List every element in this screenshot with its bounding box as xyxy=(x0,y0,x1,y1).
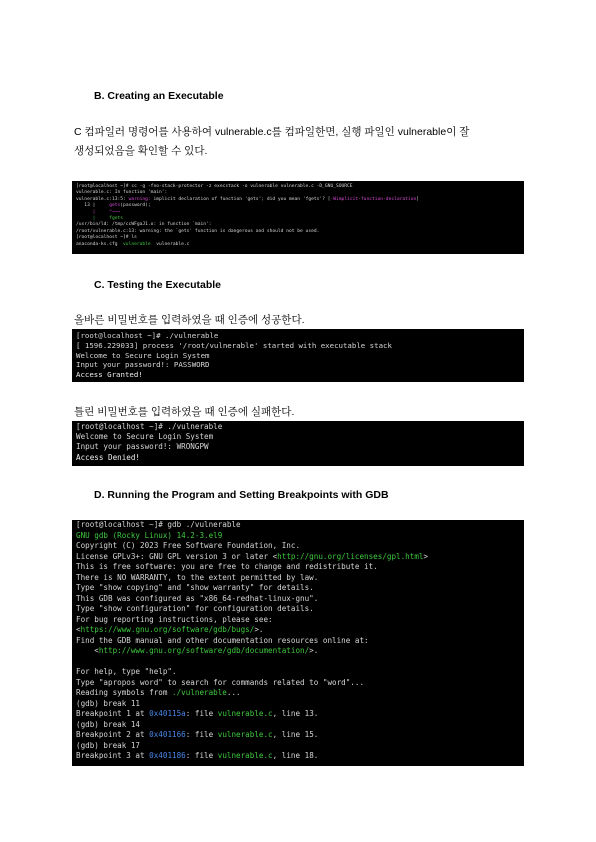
terminal-line: Copyright (C) 2023 Free Software Foundation, Inc. xyxy=(76,541,301,550)
terminal-line: [root@localhost ~]# ls xyxy=(76,235,137,241)
terminal-line xyxy=(76,625,520,636)
terminal-line xyxy=(76,751,520,762)
source-file: vulnerable.c xyxy=(217,751,273,760)
terminal-line: | ^~~~ xyxy=(76,209,121,215)
terminal-line: [root@localhost ~]# cc -g -fno-stack-protector -z execstack -o vulnerable vulnerable.c -D_GNU_SOURCE xyxy=(76,184,353,189)
terminal-line: [root@localhost ~]# gdb ./vulnerable xyxy=(76,520,241,529)
terminal-line: This GDB was configured as "x86_64-redhat-linux-gnu". xyxy=(76,593,319,603)
terminal-text: , line 13. xyxy=(272,709,319,718)
breakpoint-address: 0x40115a xyxy=(149,709,186,718)
terminal-line xyxy=(76,242,520,248)
terminal-text: >. xyxy=(309,646,319,655)
terminal-line: (gdb) break 17 xyxy=(76,740,141,750)
terminal-gdb-screenshot xyxy=(72,520,524,766)
terminal-line xyxy=(76,646,520,657)
terminal-text: , line 15. xyxy=(272,730,319,739)
source-file: vulnerable.c xyxy=(217,730,273,739)
terminal-text: License GPLv3+: GNU GPL version 3 or later < xyxy=(76,551,278,561)
terminal-line: /usr/bin/ld: /tmp/ccWFgaJ1.o: in function `main': xyxy=(76,222,212,228)
section-c-fail-text: 틀린 비밀번호를 입력하였을 때 인증에 실패한다. xyxy=(74,406,295,418)
terminal-line xyxy=(76,709,520,720)
terminal-text: >. xyxy=(254,625,264,634)
warning-flag: -Wimplicit-function-declaration xyxy=(330,196,417,202)
terminal-text: ... xyxy=(226,688,241,697)
terminal-line: Welcome to Secure Login System xyxy=(76,350,210,360)
terminal-line: There is NO WARRANTY, to the extent permitted by law. xyxy=(76,572,319,582)
terminal-text: Breakpoint 1 at xyxy=(76,709,150,718)
terminal-line: Type "show configuration" for configuration details. xyxy=(76,604,314,613)
breakpoint-address: 0x401166 xyxy=(149,730,186,739)
terminal-line: Access Granted! xyxy=(76,370,143,380)
terminal-text: ] xyxy=(416,196,420,202)
terminal-line: For bug reporting instructions, please see: xyxy=(76,614,273,624)
terminal-compile-screenshot xyxy=(72,181,524,254)
terminal-line xyxy=(76,657,520,668)
terminal-line: | fgets xyxy=(76,216,124,222)
terminal-line: Welcome to Secure Login System xyxy=(76,432,214,442)
program-path: ./vulnerable xyxy=(172,688,227,697)
license-link: http://gnu.org/licenses/gpl.html xyxy=(277,551,424,561)
section-c-success-text: 올바른 비밀번호를 입력하였을 때 인증에 성공한다. xyxy=(74,314,305,326)
terminal-line: Type "apropos word" to search for commands related to "word"... xyxy=(76,677,365,687)
terminal-line: Type "show copying" and "show warranty" for details. xyxy=(76,583,314,592)
highlighted-function: gets xyxy=(109,203,121,209)
docs-link: http://www.gnu.org/software/gdb/documentation/ xyxy=(98,646,310,655)
terminal-line: (gdb) break 11 xyxy=(76,698,141,708)
terminal-line: Find the GDB manual and other documentation resources online at: xyxy=(76,635,369,645)
terminal-text: Reading symbols from xyxy=(76,688,173,697)
terminal-line: Input your password!: PASSWORD xyxy=(76,360,210,370)
terminal-line: [root@localhost ~]# ./vulnerable xyxy=(76,422,223,431)
section-b-paragraph-line1: C 컴파일러 명령어를 사용하여 vulnerable.c를 컴파일한면, 실행 파일인 vulnerable이 잘 xyxy=(74,126,470,138)
terminal-fail-screenshot xyxy=(72,421,524,466)
source-file: vulnerable.c xyxy=(217,709,273,718)
terminal-text: vulnerable.c xyxy=(150,241,190,247)
section-d-heading: D. Running the Program and Setting Breakpoints with GDB xyxy=(94,489,389,501)
section-b-heading: B. Creating an Executable xyxy=(94,90,224,102)
terminal-line xyxy=(76,552,520,563)
terminal-text: 13 | xyxy=(76,203,110,209)
section-c-heading: C. Testing the Executable xyxy=(94,279,221,291)
executable-file: vulnerable xyxy=(123,241,151,247)
terminal-text: < xyxy=(76,646,99,655)
terminal-text: > xyxy=(423,551,429,561)
terminal-line: Input your password!: WRONGPW xyxy=(76,442,209,452)
terminal-line: Access Denied! xyxy=(76,452,141,462)
terminal-text: Breakpoint 3 at xyxy=(76,751,150,760)
terminal-text: : file xyxy=(185,709,218,718)
terminal-line xyxy=(76,730,520,741)
terminal-text: vulnerable.c:13:5: xyxy=(76,196,129,202)
terminal-line xyxy=(76,688,520,699)
terminal-line: [ 1596.229033] process '/root/vulnerable' started with executable stack xyxy=(76,340,392,350)
terminal-text: : file xyxy=(185,730,218,739)
section-b-paragraph xyxy=(74,123,469,161)
terminal-line: GNU gdb (Rocky Linux) 14.2-3.el9 xyxy=(76,530,223,540)
terminal-success-screenshot xyxy=(72,329,524,382)
breakpoint-address: 0x401186 xyxy=(149,751,186,760)
terminal-text: < xyxy=(76,625,81,634)
terminal-line: vulnerable.c: In function 'main': xyxy=(76,190,168,196)
bugs-link: https://www.gnu.org/software/gdb/bugs/ xyxy=(80,625,255,634)
terminal-text: anaconda-ks.cfg xyxy=(76,241,124,247)
section-b-paragraph-line2: 생성되었음을 확인할 수 있다. xyxy=(74,145,208,157)
terminal-text: implicit declaration of function 'gets'; did you mean 'fgets'? [ xyxy=(153,196,331,202)
terminal-text: (password); xyxy=(120,203,151,209)
terminal-text: : file xyxy=(185,751,218,760)
warning-label: warning: xyxy=(128,196,154,202)
terminal-line: /root/vulnerable.c:13: warning: the `gets' function is dangerous and should not be used. xyxy=(76,228,320,234)
terminal-text: , line 18. xyxy=(272,751,319,760)
terminal-line: (gdb) break 14 xyxy=(76,719,141,729)
terminal-text: Breakpoint 2 at xyxy=(76,730,150,739)
terminal-line: [root@localhost ~]# ./vulnerable xyxy=(76,331,219,340)
terminal-line: This is free software: you are free to change and redistribute it. xyxy=(76,562,378,571)
terminal-line: For help, type "help". xyxy=(76,667,177,676)
